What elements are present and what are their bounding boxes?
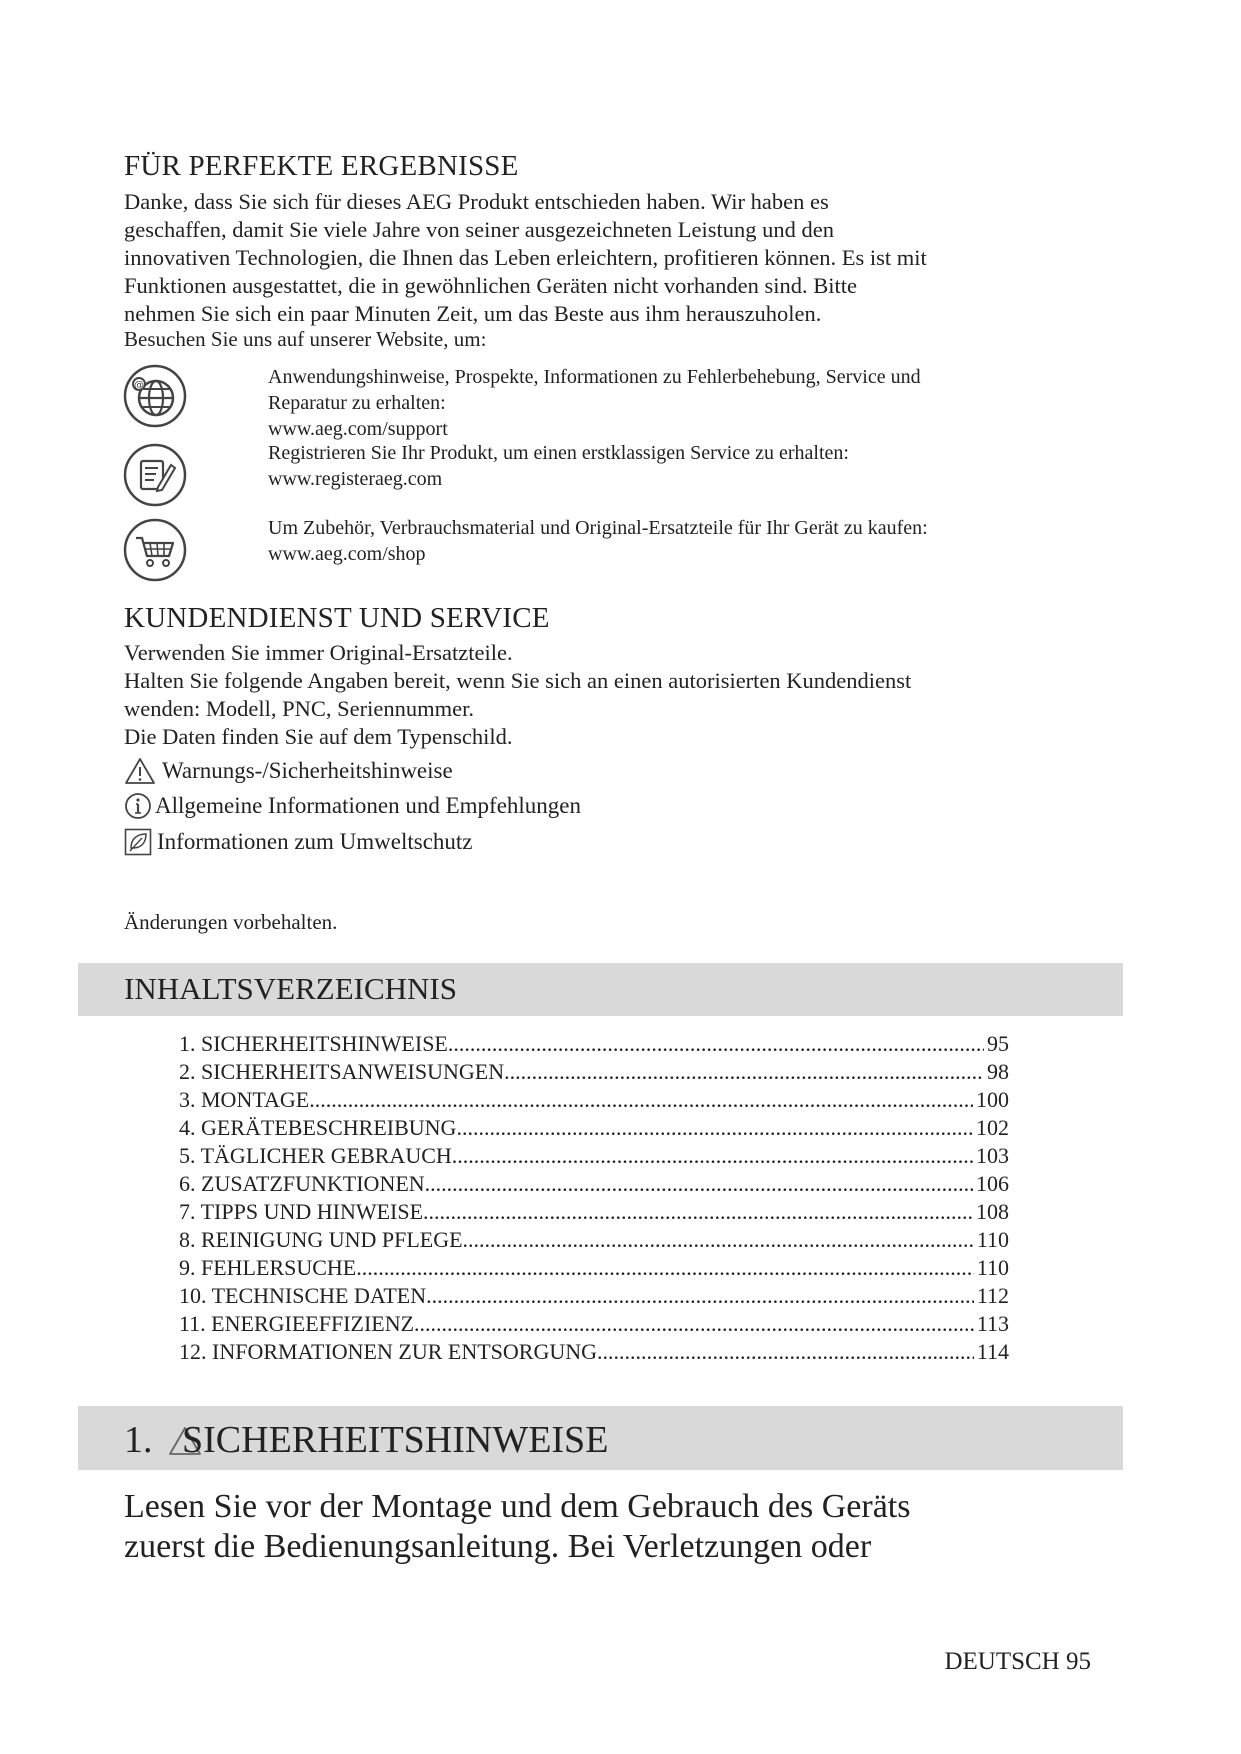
- toc-header-bar: [78, 963, 1123, 1016]
- warning-icon: [124, 757, 156, 785]
- toc-heading: INHALTSVERZEICHNIS: [124, 971, 457, 1006]
- toc-entry[interactable]: 2. SICHERHEITSANWEISUNGEN ..... 98: [179, 1058, 1009, 1086]
- service-line: Halten Sie folgende Angaben bereit, wenn Sie sich an einen autorisierten Kundendienst: [124, 668, 912, 693]
- page-footer: DEUTSCH 95: [944, 1648, 1091, 1675]
- toc-entry[interactable]: 4. GERÄTEBESCHREIBUNG ..... 102: [179, 1114, 1009, 1142]
- toc-entry[interactable]: 9. FEHLERSUCHE ..... 110: [179, 1254, 1009, 1282]
- link-shop-block: [268, 515, 928, 567]
- service-line: Die Daten finden Sie auf dem Typenschild.: [124, 724, 513, 749]
- register-icon: [123, 443, 187, 507]
- service-heading: KUNDENDIENST UND SERVICE: [124, 602, 550, 634]
- link-shop-url[interactable]: www.aeg.com/shop: [268, 543, 426, 565]
- toc-entry[interactable]: 12. INFORMATIONEN ZUR ENTSORGUNG ..... 114: [179, 1338, 1009, 1366]
- visit-text: Besuchen Sie uns auf unserer Website, um:: [124, 327, 487, 351]
- legend-environment: [124, 828, 473, 856]
- table-of-contents: [179, 1030, 1009, 1366]
- toc-entry[interactable]: 7. TIPPS UND HINWEISE ..... 108: [179, 1198, 1009, 1226]
- info-icon: [124, 792, 152, 820]
- link-support-url[interactable]: www.aeg.com/support: [268, 418, 448, 440]
- link-support-block: [268, 364, 921, 442]
- legend-environment-label: Informationen zum Umweltschutz: [157, 829, 473, 854]
- svg-text:@: @: [134, 380, 144, 391]
- service-line: Verwenden Sie immer Original-Ersatzteile.: [124, 640, 513, 665]
- leaf-icon: [124, 828, 152, 856]
- globe-icon: [123, 364, 187, 428]
- toc-entry[interactable]: 8. REINIGUNG UND PFLEGE ..... 110: [179, 1226, 1009, 1254]
- section-1-intro: [124, 1487, 910, 1567]
- legend-warning-label: Warnungs-/Sicherheitshinweise: [162, 758, 453, 783]
- changes-notice: Änderungen vorbehalten.: [124, 910, 338, 934]
- toc-entry[interactable]: 10. TECHNISCHE DATEN ..... 112: [179, 1282, 1009, 1310]
- section-1-header-bar: [78, 1406, 1123, 1470]
- section-1-number: 1.: [124, 1419, 153, 1461]
- link-register-text: Registrieren Sie Ihr Produkt, um einen erstklassigen Service zu erhalten:: [268, 442, 849, 464]
- section-1-line: Lesen Sie vor der Montage und dem Gebrauch des Geräts: [124, 1488, 911, 1525]
- legend-info: [124, 792, 581, 820]
- service-paragraph: [124, 639, 911, 751]
- toc-entry[interactable]: 3. MONTAGE ..... 100: [179, 1086, 1009, 1114]
- section-1-heading: SICHERHEITSHINWEISE: [182, 1419, 609, 1461]
- link-register-block: [268, 440, 849, 492]
- link-support-text: Reparatur zu erhalten:: [268, 392, 446, 414]
- intro-line: Danke, dass Sie sich für dieses AEG Produkt entschieden haben. Wir haben es: [124, 189, 829, 214]
- service-line: wenden: Modell, PNC, Seriennummer.: [124, 696, 474, 721]
- intro-line: nehmen Sie sich ein paar Minuten Zeit, um das Beste aus ihm herauszuholen.: [124, 301, 822, 326]
- intro-line: Funktionen ausgestattet, die in gewöhnlichen Geräten nicht vorhanden sind. Bitte: [124, 273, 857, 298]
- section-1-line: zuerst die Bedienungsanleitung. Bei Verletzungen oder: [124, 1528, 872, 1565]
- link-shop-text: Um Zubehör, Verbrauchsmaterial und Original-Ersatzteile für Ihr Gerät zu kaufen:: [268, 517, 928, 539]
- toc-entry[interactable]: 6. ZUSATZFUNKTIONEN ..... 106: [179, 1170, 1009, 1198]
- link-register-url[interactable]: www.registeraeg.com: [268, 468, 443, 490]
- legend-warning: [124, 757, 453, 785]
- toc-entry[interactable]: 1. SICHERHEITSHINWEISE ..... 95: [179, 1030, 1009, 1058]
- toc-entry[interactable]: 11. ENERGIEEFFIZIENZ ..... 113: [179, 1310, 1009, 1338]
- intro-heading: FÜR PERFEKTE ERGEBNISSE: [124, 150, 519, 182]
- intro-line: innovativen Technologien, die Ihnen das Leben erleichtern, profitieren können. Es ist mit: [124, 245, 927, 270]
- legend-info-label: Allgemeine Informationen und Empfehlungen: [155, 793, 582, 818]
- intro-line: geschaffen, damit Sie viele Jahre von seiner ausgezeichneten Leistung und den: [124, 217, 834, 242]
- link-support-text: Anwendungshinweise, Prospekte, Informationen zu Fehlerbehebung, Service und: [268, 366, 921, 388]
- intro-paragraph: [124, 188, 927, 328]
- toc-entry[interactable]: 5. TÄGLICHER GEBRAUCH ..... 103: [179, 1142, 1009, 1170]
- cart-icon: [123, 518, 187, 582]
